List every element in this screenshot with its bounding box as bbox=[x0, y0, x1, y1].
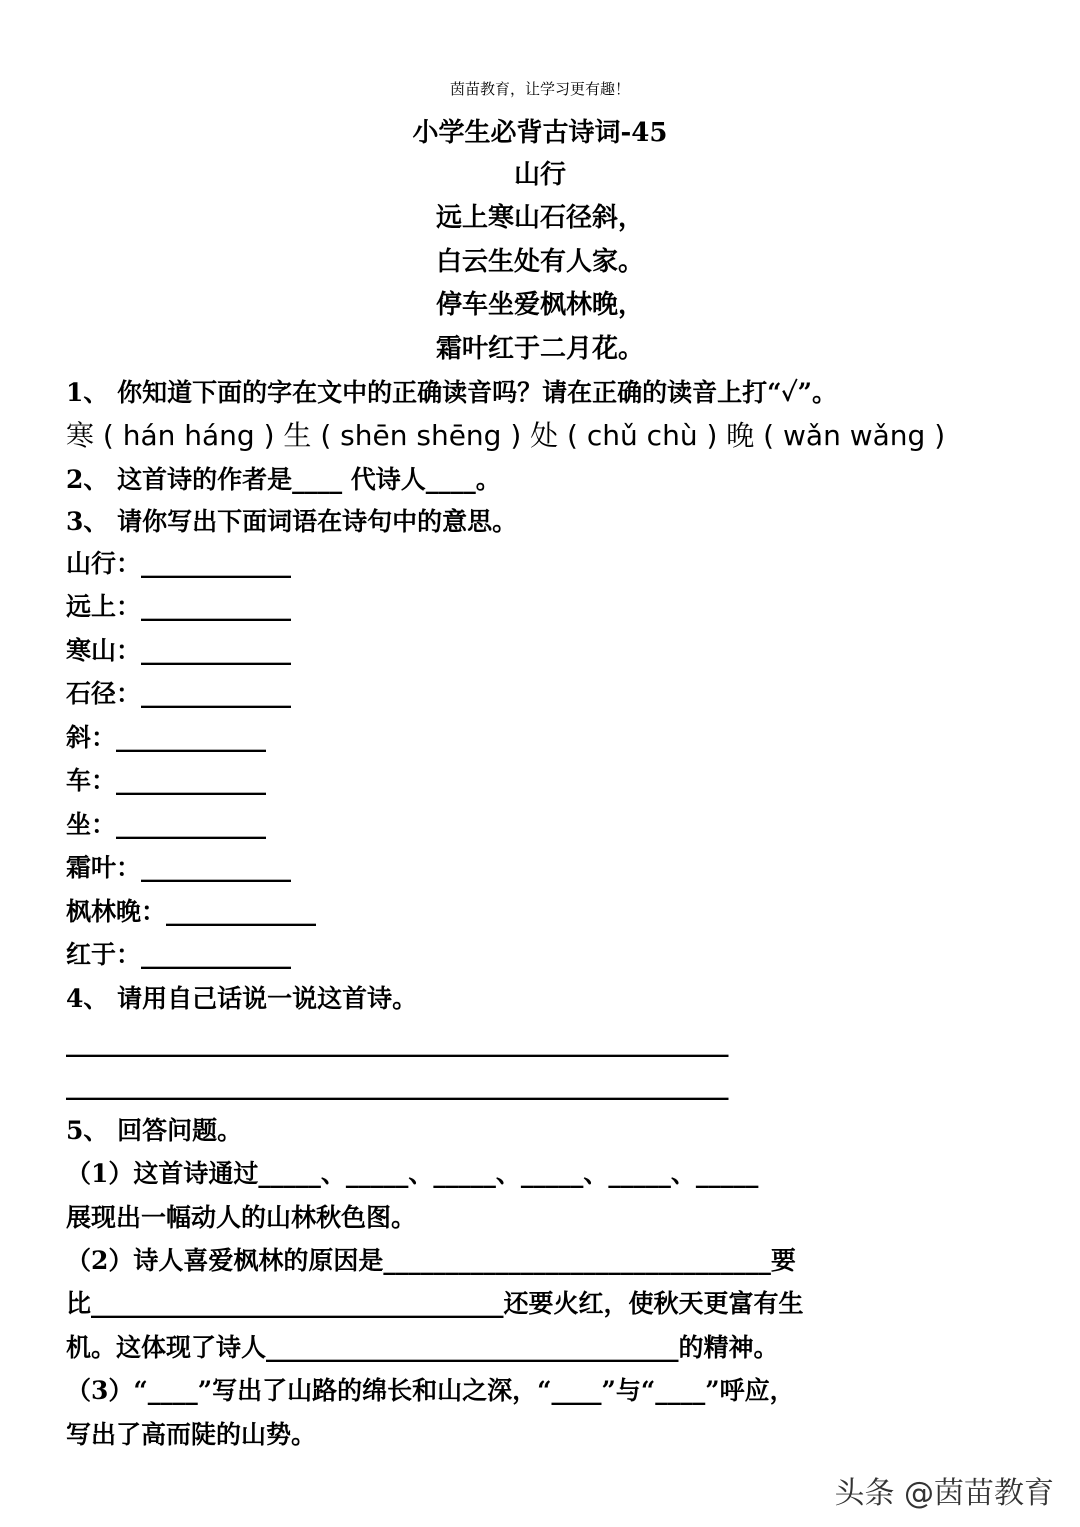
vocab-item: 车：____________ bbox=[66, 766, 267, 795]
answer-blank-line: _____________________________________________________ bbox=[66, 1071, 729, 1100]
vocab-item: 寒山：____________ bbox=[66, 636, 292, 665]
vocab-item: 霜叶：____________ bbox=[66, 853, 292, 882]
watermark: 头条 @茵苗教育 bbox=[834, 1476, 1054, 1511]
question-3: 3、 请你写出下面词语在诗句中的意思。 bbox=[66, 507, 518, 536]
q5-line-7: 写出了高而陡的山势。 bbox=[66, 1420, 317, 1449]
answer-blank-line: _____________________________________________________ bbox=[66, 1028, 729, 1057]
vocab-item: 坐：____________ bbox=[66, 810, 267, 839]
question-4: 4、 请用自己话说一说这首诗。 bbox=[66, 984, 418, 1013]
vocab-item: 枫林晚：____________ bbox=[66, 897, 317, 926]
question-1: 1、 你知道下面的字在文中的正确读音吗？请在正确的读音上打“✓”。 bbox=[66, 378, 837, 407]
pinyin-choices: 寒 ( hán háng ) 生 ( shēn shēng ) 处 ( chǔ chù ) 晚 ( wǎn wǎng ) bbox=[66, 419, 946, 452]
poem-title: 山行 bbox=[513, 160, 566, 190]
question-5: 5、 回答问题。 bbox=[66, 1116, 243, 1145]
vocab-item: 山行：____________ bbox=[66, 549, 292, 578]
q5-line-6: （3）“____”写出了山路的绵长和山之深，“____”与“____”呼应， bbox=[66, 1376, 795, 1405]
poem-line-3: 停车坐爱枫林晚， bbox=[435, 290, 644, 320]
vocab-item: 斜：____________ bbox=[66, 723, 267, 752]
poem-line-4: 霜叶红于二月花。 bbox=[435, 334, 644, 364]
vocab-item: 红于：____________ bbox=[66, 940, 292, 969]
q5-line-3: （2）诗人喜爱枫林的原因是_______________________________要 bbox=[66, 1246, 796, 1275]
question-2: 2、 这首诗的作者是____ 代诗人____。 bbox=[66, 465, 501, 494]
poem-line-1: 远上寒山石径斜， bbox=[435, 203, 644, 233]
header-note: 茵苗教育，让学习更有趣！ bbox=[449, 80, 630, 98]
poem-line-2: 白云生处有人家。 bbox=[435, 247, 644, 277]
q5-line-2: 展现出一幅动人的山林秋色图。 bbox=[66, 1203, 417, 1232]
vocab-item: 石径：____________ bbox=[66, 679, 292, 708]
q5-line-4: 比_________________________________还要火红，使秋天更富有生 bbox=[66, 1289, 804, 1318]
q5-line-5: 机。这体现了诗人_________________________________的精神。 bbox=[66, 1333, 779, 1362]
q5-line-1: （1）这首诗通过_____、_____、_____、_____、_____、_____ bbox=[66, 1159, 759, 1188]
page-title: 小学生必背古诗词-45 bbox=[412, 118, 668, 148]
vocab-item: 远上：____________ bbox=[66, 592, 292, 621]
